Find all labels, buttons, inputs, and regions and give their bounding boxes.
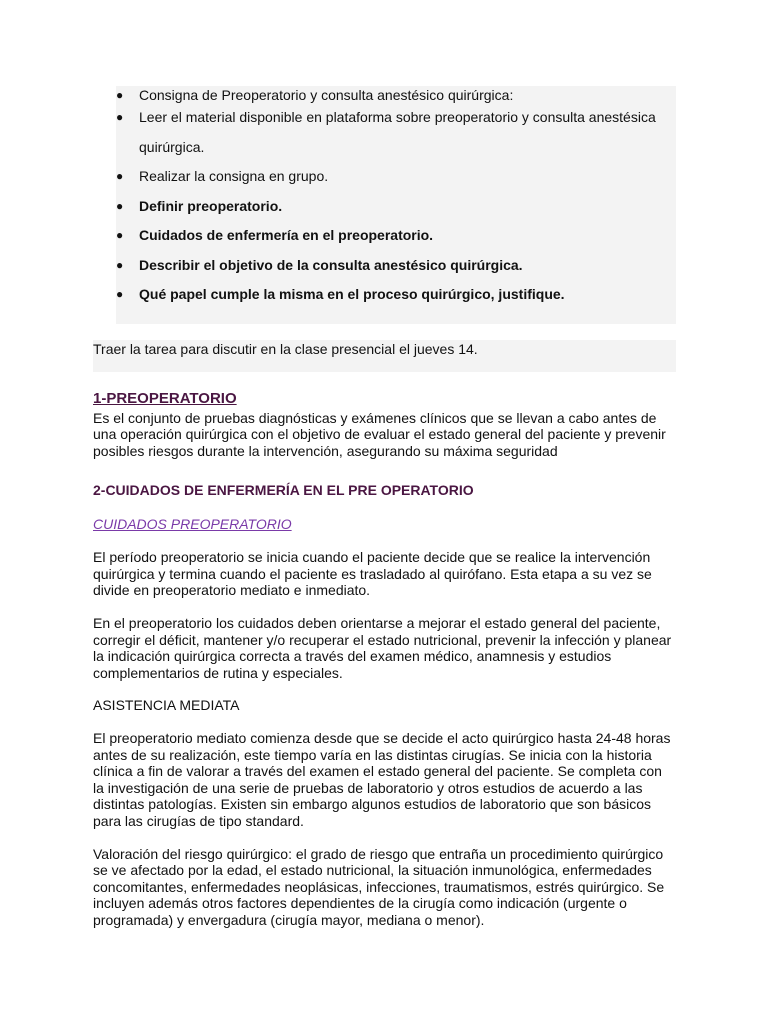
list-item-text: Consigna de Preoperatorio y consulta anestésico quirúrgica: bbox=[139, 87, 514, 103]
assignment-list bbox=[116, 88, 676, 310]
bullet-icon: ● bbox=[116, 287, 124, 301]
list-item bbox=[116, 192, 676, 222]
list-item-text: Describir el objetivo de la consulta anestésico quirúrgica. bbox=[139, 256, 523, 273]
subtitle-asistencia: ASISTENCIA MEDIATA bbox=[93, 697, 240, 714]
list-item-text: Qué papel cumple la misma en el proceso quirúrgico, justifique. bbox=[139, 286, 565, 302]
section-title-cuidados: 2-CUIDADOS DE ENFERMERÍA EN EL PRE OPERATORIO bbox=[93, 482, 474, 499]
homework-text: Traer la tarea para discutir en la clase presencial el jueves 14. bbox=[93, 340, 478, 357]
paragraph-cuidados: En el preoperatorio los cuidados deben orientarse a mejorar el estado general del paciente, corregir el déficit, mantener y/o recuperar el estado nutricional, prevenir la infección y planear la indicación quirúrgica correcta a través del examen médico, anamnesis y estudios complementarios de rutina y especiales. bbox=[93, 615, 672, 681]
bullet-icon: ● bbox=[116, 88, 124, 102]
list-item-text: Definir preoperatorio. bbox=[139, 197, 283, 214]
paragraph-periodo: El período preoperatorio se inicia cuando el paciente decide que se realice la intervención quirúrgica y termina cuando el paciente es trasladado al quirófano. Esta etapa a su vez se divide en preoperatorio mediato e inmediato. bbox=[93, 549, 652, 599]
bullet-icon: ● bbox=[116, 257, 124, 272]
list-item bbox=[116, 162, 676, 192]
cuidados-link[interactable]: CUIDADOS PREOPERATORIO bbox=[93, 516, 292, 533]
section-title-preoperatorio: 1-PREOPERATORIO bbox=[93, 389, 237, 407]
bullet-icon: ● bbox=[116, 110, 124, 124]
bullet-icon: ● bbox=[116, 228, 124, 242]
list-item-text: Cuidados de enfermería en el preoperatorio. bbox=[139, 227, 434, 243]
bullet-icon: ● bbox=[116, 169, 124, 183]
bullet-icon: ● bbox=[116, 198, 124, 213]
paragraph-mediato: El preoperatorio mediato comienza desde que se decide el acto quirúrgico hasta 24-48 horas antes de su realización, este tiempo varía en las distintas cirugías. Se inicia con la historia clínica a fin de valorar a través del examen el estado general del paciente. Se completa con la investigación de una serie de pruebas de laboratorio y otros estudios de acuerdo a las distintas patologías. Existen sin embargo algunos estudios de laboratorio que son básicos para las cirugías de tipo standard. bbox=[93, 730, 671, 829]
list-item bbox=[116, 251, 676, 281]
list-item bbox=[116, 88, 676, 103]
homework-note bbox=[93, 340, 676, 372]
list-item bbox=[116, 280, 676, 310]
assignment-box bbox=[116, 86, 676, 324]
list-item-text: Leer el material disponible en plataforma sobre preoperatorio y consulta anestésica quirúrgica. bbox=[139, 109, 656, 155]
preoperatorio-definition: Es el conjunto de pruebas diagnósticas y exámenes clínicos que se llevan a cabo antes de una operación quirúrgica con el objetivo de evaluar el estado general del paciente y prevenir posibles riesgos durante la intervención, asegurando su máxima seguridad bbox=[93, 409, 666, 459]
document-body bbox=[93, 86, 676, 929]
list-item bbox=[116, 221, 676, 251]
list-item bbox=[116, 103, 676, 162]
list-item-text: Realizar la consigna en grupo. bbox=[139, 168, 329, 184]
paragraph-riesgo: Valoración del riesgo quirúrgico: el grado de riesgo que entraña un procedimiento quirúrgico se ve afectado por la edad, el estado nutricional, la situación inmunológica, enfermedades concomitantes, enfermedades neoplásicas, infecciones, traumatismos, estrés quirúrgico. Se incluyen además otros factores dependientes de la cirugía como indicación (urgente o programada) y envergadura (cirugía mayor, mediana o menor). bbox=[93, 845, 665, 928]
